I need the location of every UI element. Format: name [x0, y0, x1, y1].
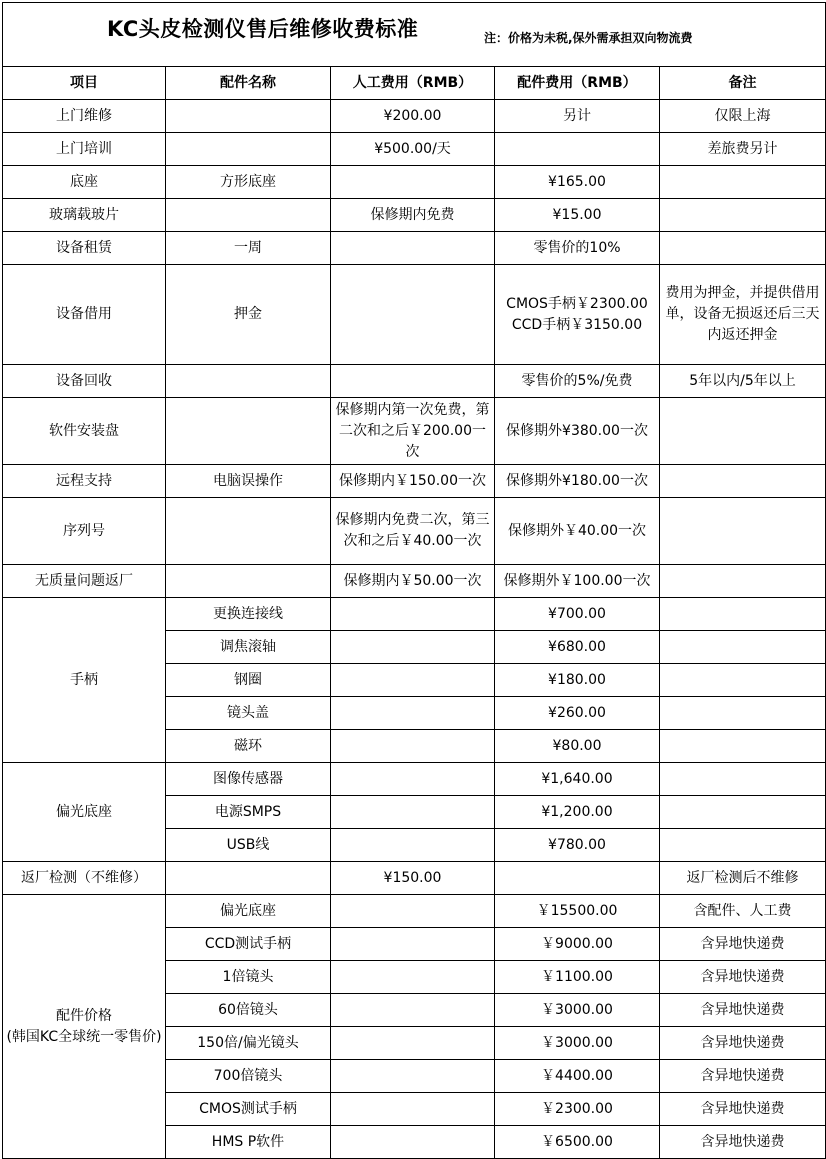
remark-cell: [660, 465, 826, 498]
remark-cell: [660, 232, 826, 265]
part-name-cell: [166, 100, 331, 133]
remark-cell: [660, 565, 826, 598]
parts-fee-cell: ¥700.00: [495, 598, 660, 631]
header-row: [3, 67, 826, 100]
parts-fee-cell: [495, 862, 660, 895]
table-row: [3, 199, 826, 232]
part-name-cell: CCD测试手柄: [166, 928, 331, 961]
remark-cell: 含异地快递费: [660, 1126, 826, 1159]
labor-fee-cell: [331, 232, 495, 265]
parts-fee-cell: ￥2300.00: [495, 1093, 660, 1126]
table-row: [3, 895, 826, 928]
parts-fee-cell: ￥3000.00: [495, 994, 660, 1027]
part-name-cell: [166, 133, 331, 166]
parts-fee-cell: ￥6500.00: [495, 1126, 660, 1159]
labor-fee-cell: [331, 961, 495, 994]
labor-fee-cell: [331, 730, 495, 763]
table-row: [3, 133, 826, 166]
labor-fee-cell: [331, 697, 495, 730]
part-name-cell: 图像传感器: [166, 763, 331, 796]
part-name-cell: 电源SMPS: [166, 796, 331, 829]
header-labor: 人工费用（RMB）: [331, 67, 495, 100]
group-handle-cell: 手柄: [3, 598, 166, 763]
labor-fee-cell: [331, 829, 495, 862]
table-row: [3, 598, 826, 631]
labor-fee-cell: [331, 1060, 495, 1093]
parts-fee-cell: ¥260.00: [495, 697, 660, 730]
labor-fee-cell: 保修期内免费二次，第三次和之后￥40.00一次: [331, 498, 495, 565]
item-cell: 上门维修: [3, 100, 166, 133]
remark-cell: 仅限上海: [660, 100, 826, 133]
part-name-cell: 磁环: [166, 730, 331, 763]
remark-cell: [660, 763, 826, 796]
labor-fee-cell: 保修期内￥150.00一次: [331, 465, 495, 498]
item-cell: 上门培训: [3, 133, 166, 166]
price-note: 注：价格为未税,保外需承担双向物流费: [484, 31, 693, 45]
part-name-cell: [166, 398, 331, 465]
labor-fee-cell: [331, 895, 495, 928]
remark-cell: [660, 498, 826, 565]
header-item: 项目: [3, 67, 166, 100]
item-cell: 底座: [3, 166, 166, 199]
part-name-cell: 700倍镜头: [166, 1060, 331, 1093]
remark-cell: 差旅费另计: [660, 133, 826, 166]
part-name-cell: [166, 365, 331, 398]
parts-fee-cell: 零售价的10%: [495, 232, 660, 265]
remark-cell: 含异地快递费: [660, 1060, 826, 1093]
item-cell: 远程支持: [3, 465, 166, 498]
parts-fee-cell: ¥80.00: [495, 730, 660, 763]
table-row: [3, 265, 826, 365]
parts-fee-cell: [495, 133, 660, 166]
item-cell: 无质量问题返厂: [3, 565, 166, 598]
remark-cell: [660, 697, 826, 730]
page-title: KC头皮检测仪售后维修收费标准: [107, 17, 419, 41]
labor-fee-cell: 保修期内免费: [331, 199, 495, 232]
part-name-cell: 押金: [166, 265, 331, 365]
header-part: 配件名称: [166, 67, 331, 100]
labor-fee-cell: ¥200.00: [331, 100, 495, 133]
remark-cell: 含配件、人工费: [660, 895, 826, 928]
labor-fee-cell: [331, 994, 495, 1027]
labor-fee-cell: [331, 763, 495, 796]
parts-fee-cell: ￥15500.00: [495, 895, 660, 928]
part-name-cell: 60倍镜头: [166, 994, 331, 1027]
item-cell: 设备租赁: [3, 232, 166, 265]
labor-fee-cell: [331, 166, 495, 199]
table-row: [3, 565, 826, 598]
remark-cell: 含异地快递费: [660, 994, 826, 1027]
table-row: [3, 232, 826, 265]
table-row: [3, 763, 826, 796]
part-name-cell: 电脑误操作: [166, 465, 331, 498]
parts-fee-cell: 保修期外￥40.00一次: [495, 498, 660, 565]
part-name-cell: 方形底座: [166, 166, 331, 199]
remark-cell: [660, 398, 826, 465]
remark-cell: 5年以内/5年以上: [660, 365, 826, 398]
remark-cell: 含异地快递费: [660, 1093, 826, 1126]
labor-fee-cell: [331, 598, 495, 631]
parts-fee-cell: ¥15.00: [495, 199, 660, 232]
part-name-cell: 一周: [166, 232, 331, 265]
labor-fee-cell: 保修期内第一次免费，第二次和之后￥200.00一次: [331, 398, 495, 465]
remark-cell: [660, 730, 826, 763]
item-cell: 序列号: [3, 498, 166, 565]
parts-fee-cell: 保修期外¥380.00一次: [495, 398, 660, 465]
remark-cell: [660, 796, 826, 829]
part-name-cell: 调焦滚轴: [166, 631, 331, 664]
item-cell: 设备借用: [3, 265, 166, 365]
remark-cell: [660, 829, 826, 862]
parts-fee-cell: CMOS手柄￥2300.00 CCD手柄￥3150.00: [495, 265, 660, 365]
parts-fee-cell: ¥1,200.00: [495, 796, 660, 829]
parts-fee-cell: ￥3000.00: [495, 1027, 660, 1060]
parts-fee-cell: ¥180.00: [495, 664, 660, 697]
parts-fee-cell: 保修期外￥100.00一次: [495, 565, 660, 598]
header-parts-fee: 配件费用（RMB）: [495, 67, 660, 100]
group-polarized-base-cell: 偏光底座: [3, 763, 166, 862]
remark-cell: 含异地快递费: [660, 1027, 826, 1060]
parts-fee-cell: 零售价的5%/免费: [495, 365, 660, 398]
parts-fee-cell: ￥1100.00: [495, 961, 660, 994]
labor-fee-cell: [331, 796, 495, 829]
remark-cell: [660, 631, 826, 664]
remark-cell: 含异地快递费: [660, 961, 826, 994]
group-parts-price-cell: 配件价格 (韩国KC全球统一零售价): [3, 895, 166, 1159]
part-name-cell: [166, 199, 331, 232]
table-row: [3, 498, 826, 565]
remark-cell: 含异地快递费: [660, 928, 826, 961]
part-name-cell: [166, 498, 331, 565]
labor-fee-cell: [331, 1027, 495, 1060]
table-row: [3, 862, 826, 895]
item-cell: 返厂检测（不维修）: [3, 862, 166, 895]
part-name-cell: HMS P软件: [166, 1126, 331, 1159]
table-row: [3, 166, 826, 199]
labor-fee-cell: [331, 365, 495, 398]
item-cell: 软件安装盘: [3, 398, 166, 465]
parts-fee-cell: 另计: [495, 100, 660, 133]
part-name-cell: 1倍镜头: [166, 961, 331, 994]
remark-cell: [660, 598, 826, 631]
parts-fee-cell: ¥1,640.00: [495, 763, 660, 796]
labor-fee-cell: ¥500.00/天: [331, 133, 495, 166]
labor-fee-cell: [331, 1093, 495, 1126]
item-cell: 玻璃载玻片: [3, 199, 166, 232]
part-name-cell: [166, 565, 331, 598]
part-name-cell: 钢圈: [166, 664, 331, 697]
part-name-cell: 150倍/偏光镜头: [166, 1027, 331, 1060]
part-name-cell: [166, 862, 331, 895]
parts-fee-cell: ￥4400.00: [495, 1060, 660, 1093]
labor-fee-cell: [331, 265, 495, 365]
item-cell: 设备回收: [3, 365, 166, 398]
header-remark: 备注: [660, 67, 826, 100]
parts-fee-cell: ￥9000.00: [495, 928, 660, 961]
table-row: [3, 100, 826, 133]
labor-fee-cell: [331, 631, 495, 664]
labor-fee-cell: [331, 664, 495, 697]
remark-cell: 返厂检测后不维修: [660, 862, 826, 895]
parts-fee-cell: ¥165.00: [495, 166, 660, 199]
price-table: [2, 2, 826, 1159]
remark-cell: [660, 664, 826, 697]
labor-fee-cell: ¥150.00: [331, 862, 495, 895]
part-name-cell: CMOS测试手柄: [166, 1093, 331, 1126]
table-row: [3, 465, 826, 498]
parts-fee-cell: 保修期外¥180.00一次: [495, 465, 660, 498]
remark-cell: [660, 166, 826, 199]
remark-cell: [660, 199, 826, 232]
part-name-cell: 镜头盖: [166, 697, 331, 730]
table-row: [3, 398, 826, 465]
table-row: [3, 365, 826, 398]
parts-fee-cell: ¥680.00: [495, 631, 660, 664]
title-cell: [3, 3, 826, 67]
remark-cell: 费用为押金，并提供借用单，设备无损返还后三天内返还押金: [660, 265, 826, 365]
parts-fee-cell: ¥780.00: [495, 829, 660, 862]
labor-fee-cell: 保修期内￥50.00一次: [331, 565, 495, 598]
part-name-cell: 偏光底座: [166, 895, 331, 928]
labor-fee-cell: [331, 1126, 495, 1159]
labor-fee-cell: [331, 928, 495, 961]
part-name-cell: 更换连接线: [166, 598, 331, 631]
part-name-cell: USB线: [166, 829, 331, 862]
